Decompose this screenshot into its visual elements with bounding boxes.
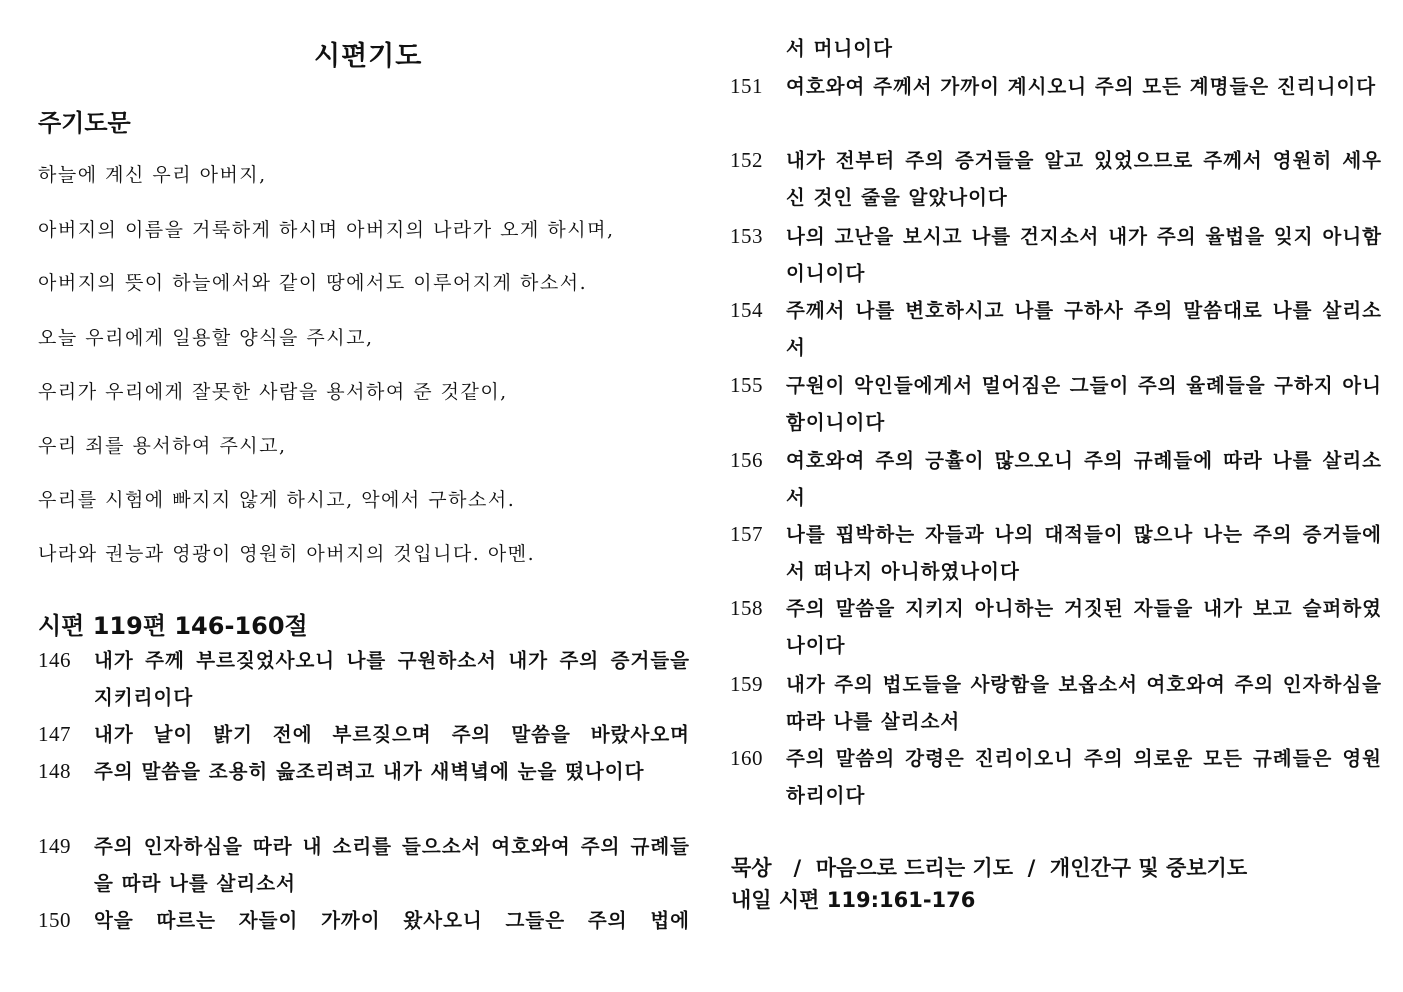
verse-text: 주의 말씀의 강령은 진리이오니 주의 의로운 모든 규례들은 영원하리이다 (786, 747, 1382, 807)
verse-number: 151 (730, 74, 763, 98)
verse-146 (38, 642, 690, 716)
verse-160 (730, 740, 1382, 814)
verse-number: 152 (730, 148, 763, 172)
psalm-heading: 시편 119편 146-160절 (38, 612, 308, 640)
verse-number: 153 (730, 224, 763, 248)
verse-text: 구원이 악인들에게서 멀어짐은 그들이 주의 율례들을 구하지 아니함이니이다 (786, 374, 1382, 434)
verse-text: 악을 따르는 자들이 가까이 왔사오니 그들은 주의 법에 (94, 909, 690, 932)
verse-157 (730, 516, 1382, 590)
verse-152 (730, 142, 1382, 216)
verse-text: 내가 날이 밝기 전에 부르짖으며 주의 말씀을 바랐사오며 (94, 723, 690, 746)
prayer-line: 아버지의 이름을 거룩하게 하시며 아버지의 나라가 오게 하시며, (38, 219, 615, 241)
verse-text: 여호와여 주께서 가까이 계시오니 주의 모든 계명들은 진리니이다 (786, 75, 1377, 98)
verse-number: 159 (730, 672, 763, 696)
verse-155 (730, 367, 1382, 441)
verse-number: 146 (38, 648, 71, 672)
verse-text: 내가 전부터 주의 증거들을 알고 있었으므로 주께서 영원히 세우신 것인 줄을 알았나이다 (786, 149, 1382, 209)
verse-number: 156 (730, 448, 763, 472)
verse-153 (730, 218, 1382, 292)
verse-156 (730, 442, 1382, 516)
verse-147 (38, 716, 690, 753)
meditation-line: 묵상 / 마음으로 드리는 기도 / 개인간구 및 중보기도 (731, 856, 1248, 880)
verse-text: 주의 말씀을 조용히 읊조리려고 내가 새벽녘에 눈을 떴나이다 (94, 760, 645, 783)
verse-151 (730, 68, 1382, 105)
prayer-line: 아버지의 뜻이 하늘에서와 같이 땅에서도 이루어지게 하소서. (38, 272, 588, 294)
verse-number: 157 (730, 522, 763, 546)
verse-150-continued: 서 머니이다 (786, 37, 893, 60)
verse-158 (730, 590, 1382, 664)
prayer-line: 우리 죄를 용서하여 주시고, (38, 435, 287, 457)
prayer-line: 우리를 시험에 빠지지 않게 하시고, 악에서 구하소서. (38, 489, 516, 511)
verse-number: 158 (730, 596, 763, 620)
verse-149 (38, 828, 690, 902)
verse-number: 150 (38, 908, 71, 932)
prayer-line: 하늘에 계신 우리 아버지, (38, 164, 267, 186)
page-title: 시편기도 (314, 41, 423, 72)
verse-text: 나를 핍박하는 자들과 나의 대적들이 많으나 나는 주의 증거들에서 떠나지 아니하였나이다 (786, 523, 1382, 583)
verse-number: 155 (730, 373, 763, 397)
verse-text: 주의 말씀을 지키지 아니하는 거짓된 자들을 내가 보고 슬퍼하였나이다 (786, 597, 1382, 657)
verse-number: 148 (38, 759, 71, 783)
verse-text: 주께서 나를 변호하시고 나를 구하사 주의 말씀대로 나를 살리소서 (786, 299, 1382, 359)
verse-number: 147 (38, 722, 71, 746)
verse-148 (38, 753, 690, 790)
lords-prayer-heading: 주기도문 (38, 109, 131, 137)
verse-number: 149 (38, 834, 71, 858)
verse-159 (730, 666, 1382, 740)
verse-text: 내가 주의 법도들을 사랑함을 보옵소서 여호와여 주의 인자하심을 따라 나를 살리소서 (786, 673, 1382, 733)
verse-number: 160 (730, 746, 763, 770)
verse-154 (730, 292, 1382, 366)
verse-text: 여호와여 주의 긍휼이 많으오니 주의 규례들에 따라 나를 살리소서 (786, 449, 1382, 509)
tomorrow-reading: 내일 시편 119:161-176 (731, 888, 976, 912)
verse-text: 주의 인자하심을 따라 내 소리를 들으소서 여호와여 주의 규례들을 따라 나를 살리소서 (94, 835, 690, 895)
verse-text: 내가 주께 부르짖었사오니 나를 구원하소서 내가 주의 증거들을 지키리이다 (94, 649, 690, 709)
verse-150 (38, 902, 690, 939)
prayer-line: 나라와 권능과 영광이 영원히 아버지의 것입니다. 아멘. (38, 543, 536, 565)
verse-text: 나의 고난을 보시고 나를 건지소서 내가 주의 율법을 잊지 아니함이니이다 (786, 225, 1382, 285)
prayer-line: 오늘 우리에게 일용할 양식을 주시고, (38, 327, 374, 349)
verse-number: 154 (730, 298, 763, 322)
prayer-line: 우리가 우리에게 잘못한 사람을 용서하여 준 것같이, (38, 381, 508, 403)
